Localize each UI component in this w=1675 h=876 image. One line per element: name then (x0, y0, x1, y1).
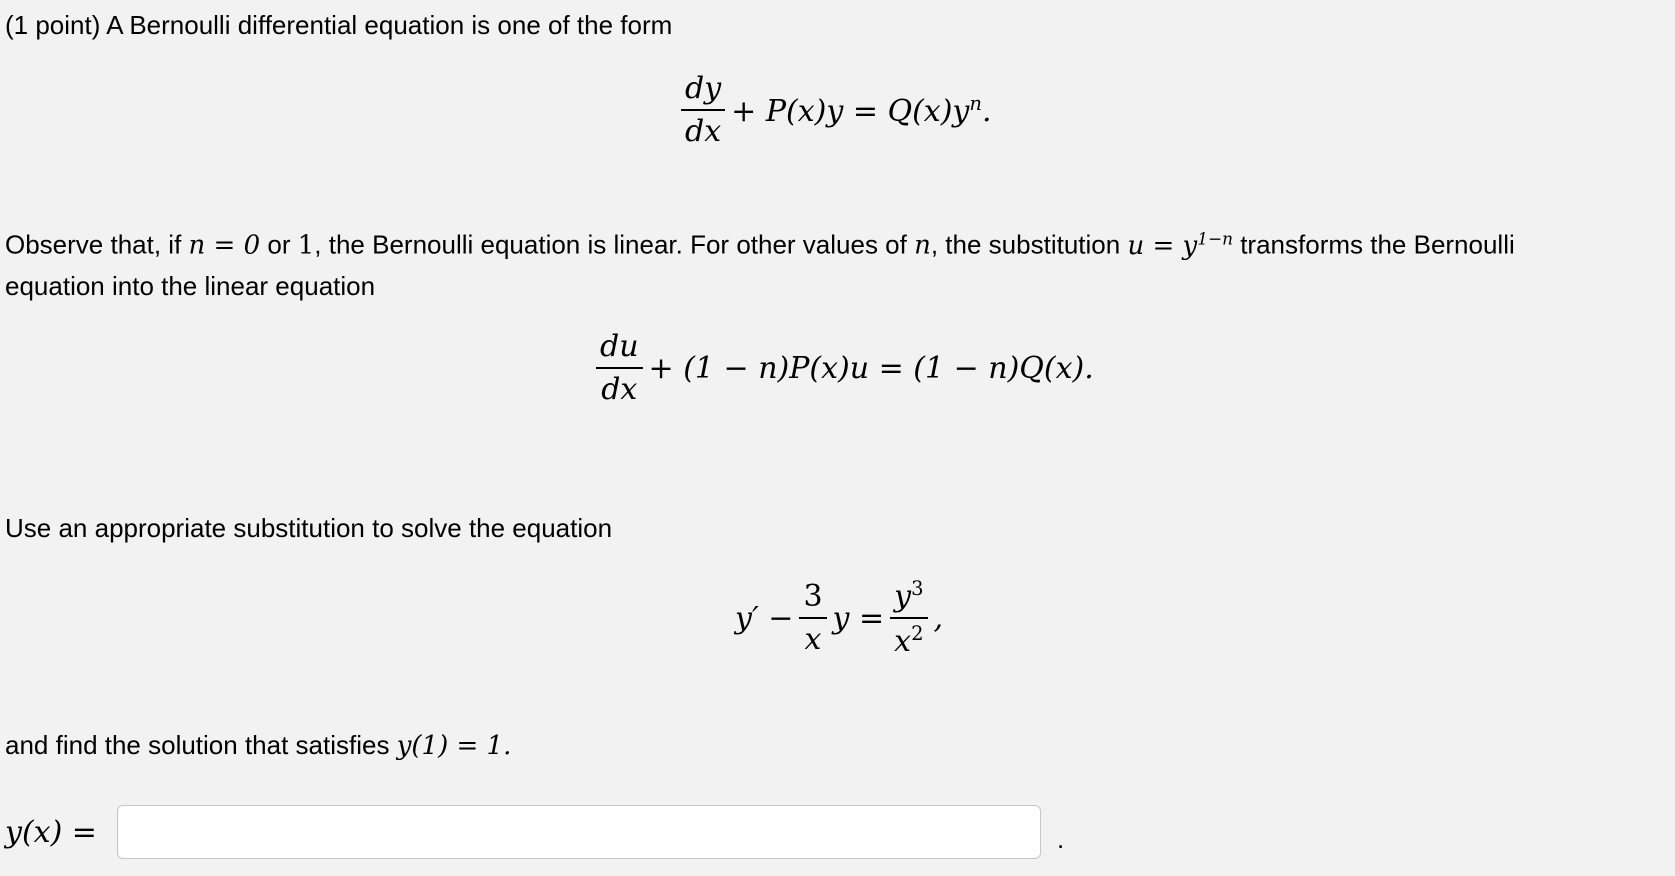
bernoulli-form-equation (675, 72, 991, 148)
equation-mid: y = (832, 600, 885, 636)
three-over-x-fraction (799, 580, 826, 656)
intro-text: A Bernoulli differential equation is one of the form (106, 10, 673, 40)
fraction-denominator: dx (685, 114, 722, 149)
equation-end: , (933, 600, 944, 636)
fraction-numerator: du (596, 330, 643, 369)
observation-line-1: Observe that, if n = 0 or 1, the Bernoulli equation is linear. For other values of n, the substitution $u = y^{1-n}$ transforms the Bernoulli (5, 228, 1515, 261)
instruction-text: Use an appropriate substitution to solve the equation (5, 513, 613, 543)
fraction-denominator: dx (601, 372, 638, 407)
equation-lhs: y′ − (735, 600, 794, 636)
fraction-numerator: dy (681, 72, 725, 111)
answer-label: y(x) = (5, 814, 97, 850)
fraction-numerator: 3 (799, 580, 826, 619)
dy-dx-fraction (681, 72, 725, 148)
given-equation (735, 578, 943, 658)
linear-equation (590, 330, 1094, 406)
y-cubed-over-x-squared-fraction (890, 578, 927, 658)
answer-trailing-period: . (1057, 823, 1065, 854)
observation-paragraph (5, 218, 1515, 306)
answer-input[interactable] (117, 805, 1041, 859)
fraction-denominator: x (804, 622, 822, 657)
math-one: 1 (297, 230, 315, 261)
fraction-numerator: $y^3$ (890, 578, 927, 619)
math-n: n (914, 230, 931, 261)
condition-line: and find the solution that satisfies y(1) = 1. (5, 730, 512, 761)
points-label: (1 point) (5, 10, 101, 40)
initial-condition: y(1) = 1. (396, 731, 512, 761)
observation-line-2: equation into the linear equation (5, 270, 376, 301)
exponent: n (969, 91, 982, 115)
fraction-denominator: $x^2$ (894, 622, 924, 659)
du-dx-fraction (596, 330, 643, 406)
equation-rest: + (1 − n)P(x)u = (1 − n)Q(x). (648, 350, 1094, 386)
intro-line (5, 5, 672, 45)
math-n-equals-0: n = 0 (188, 230, 261, 261)
equation-rest: + $P(x)y = Q(x)y^n$. (731, 91, 992, 129)
answer-row (5, 805, 1064, 859)
math-substitution: $u = y^{1-n}$ (1127, 228, 1233, 261)
